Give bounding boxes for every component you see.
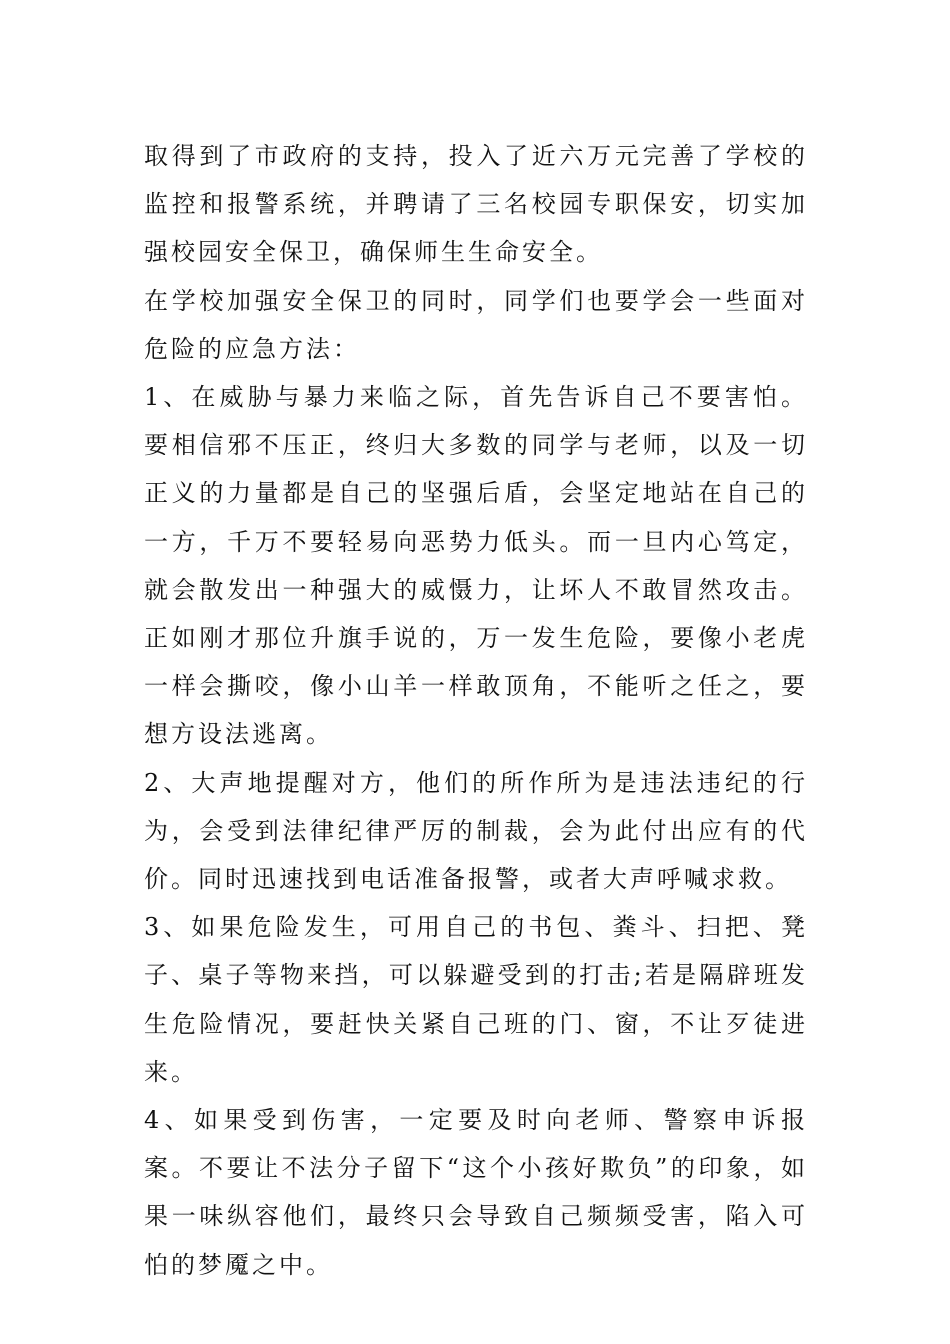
paragraph-emergency-methods: 在学校加强安全保卫的同时，同学们也要学会一些面对危险的应急方法：	[144, 286, 808, 363]
paragraph-item-2: 2、大声地提醒对方，他们的所作所为是违法违纪的行为，会受到法律纪律严厉的制裁，会为此付出应有的代价。同时迅速找到电话准备报警，或者大声呼喊求救。	[144, 768, 808, 894]
paragraph-item-3: 3、如果危险发生，可用自己的书包、粪斗、扫把、凳子、桌子等物来挡，可以躲避受到的打击;若是隔辟班发生危险情况，要赶快关紧自己班的门、窗，不让歹徒进来。	[144, 913, 808, 1086]
document-body	[144, 132, 808, 1289]
paragraph-item-4: 4、如果受到伤害，一定要及时向老师、警察申诉报案。不要让不法分子留下“这个小孩好欺负”的印象，如果一味纵容他们，最终只会导致自己频频受害，陷入可怕的梦魇之中。	[144, 1106, 808, 1279]
paragraph-intro: 取得到了市政府的支持，投入了近六万元完善了学校的监控和报警系统，并聘请了三名校园专职保安，切实加强校园安全保卫，确保师生生命安全。	[144, 142, 808, 267]
paragraph-item-1: 1、在威胁与暴力来临之际，首先告诉自己不要害怕。要相信邪不压正，终归大多数的同学与老师，以及一切正义的力量都是自己的坚强后盾，会坚定地站在自己的一方，千万不要轻易向恶势力低头。而一旦内心笃定，就会散发出一种强大的威慑力，让坏人不敢冒然攻击。正如刚才那位升旗手说的，万一发生危险，要像小老虎一样会撕咬，像小山羊一样敢顶角，不能听之任之，要想方设法逃离。	[144, 383, 808, 749]
